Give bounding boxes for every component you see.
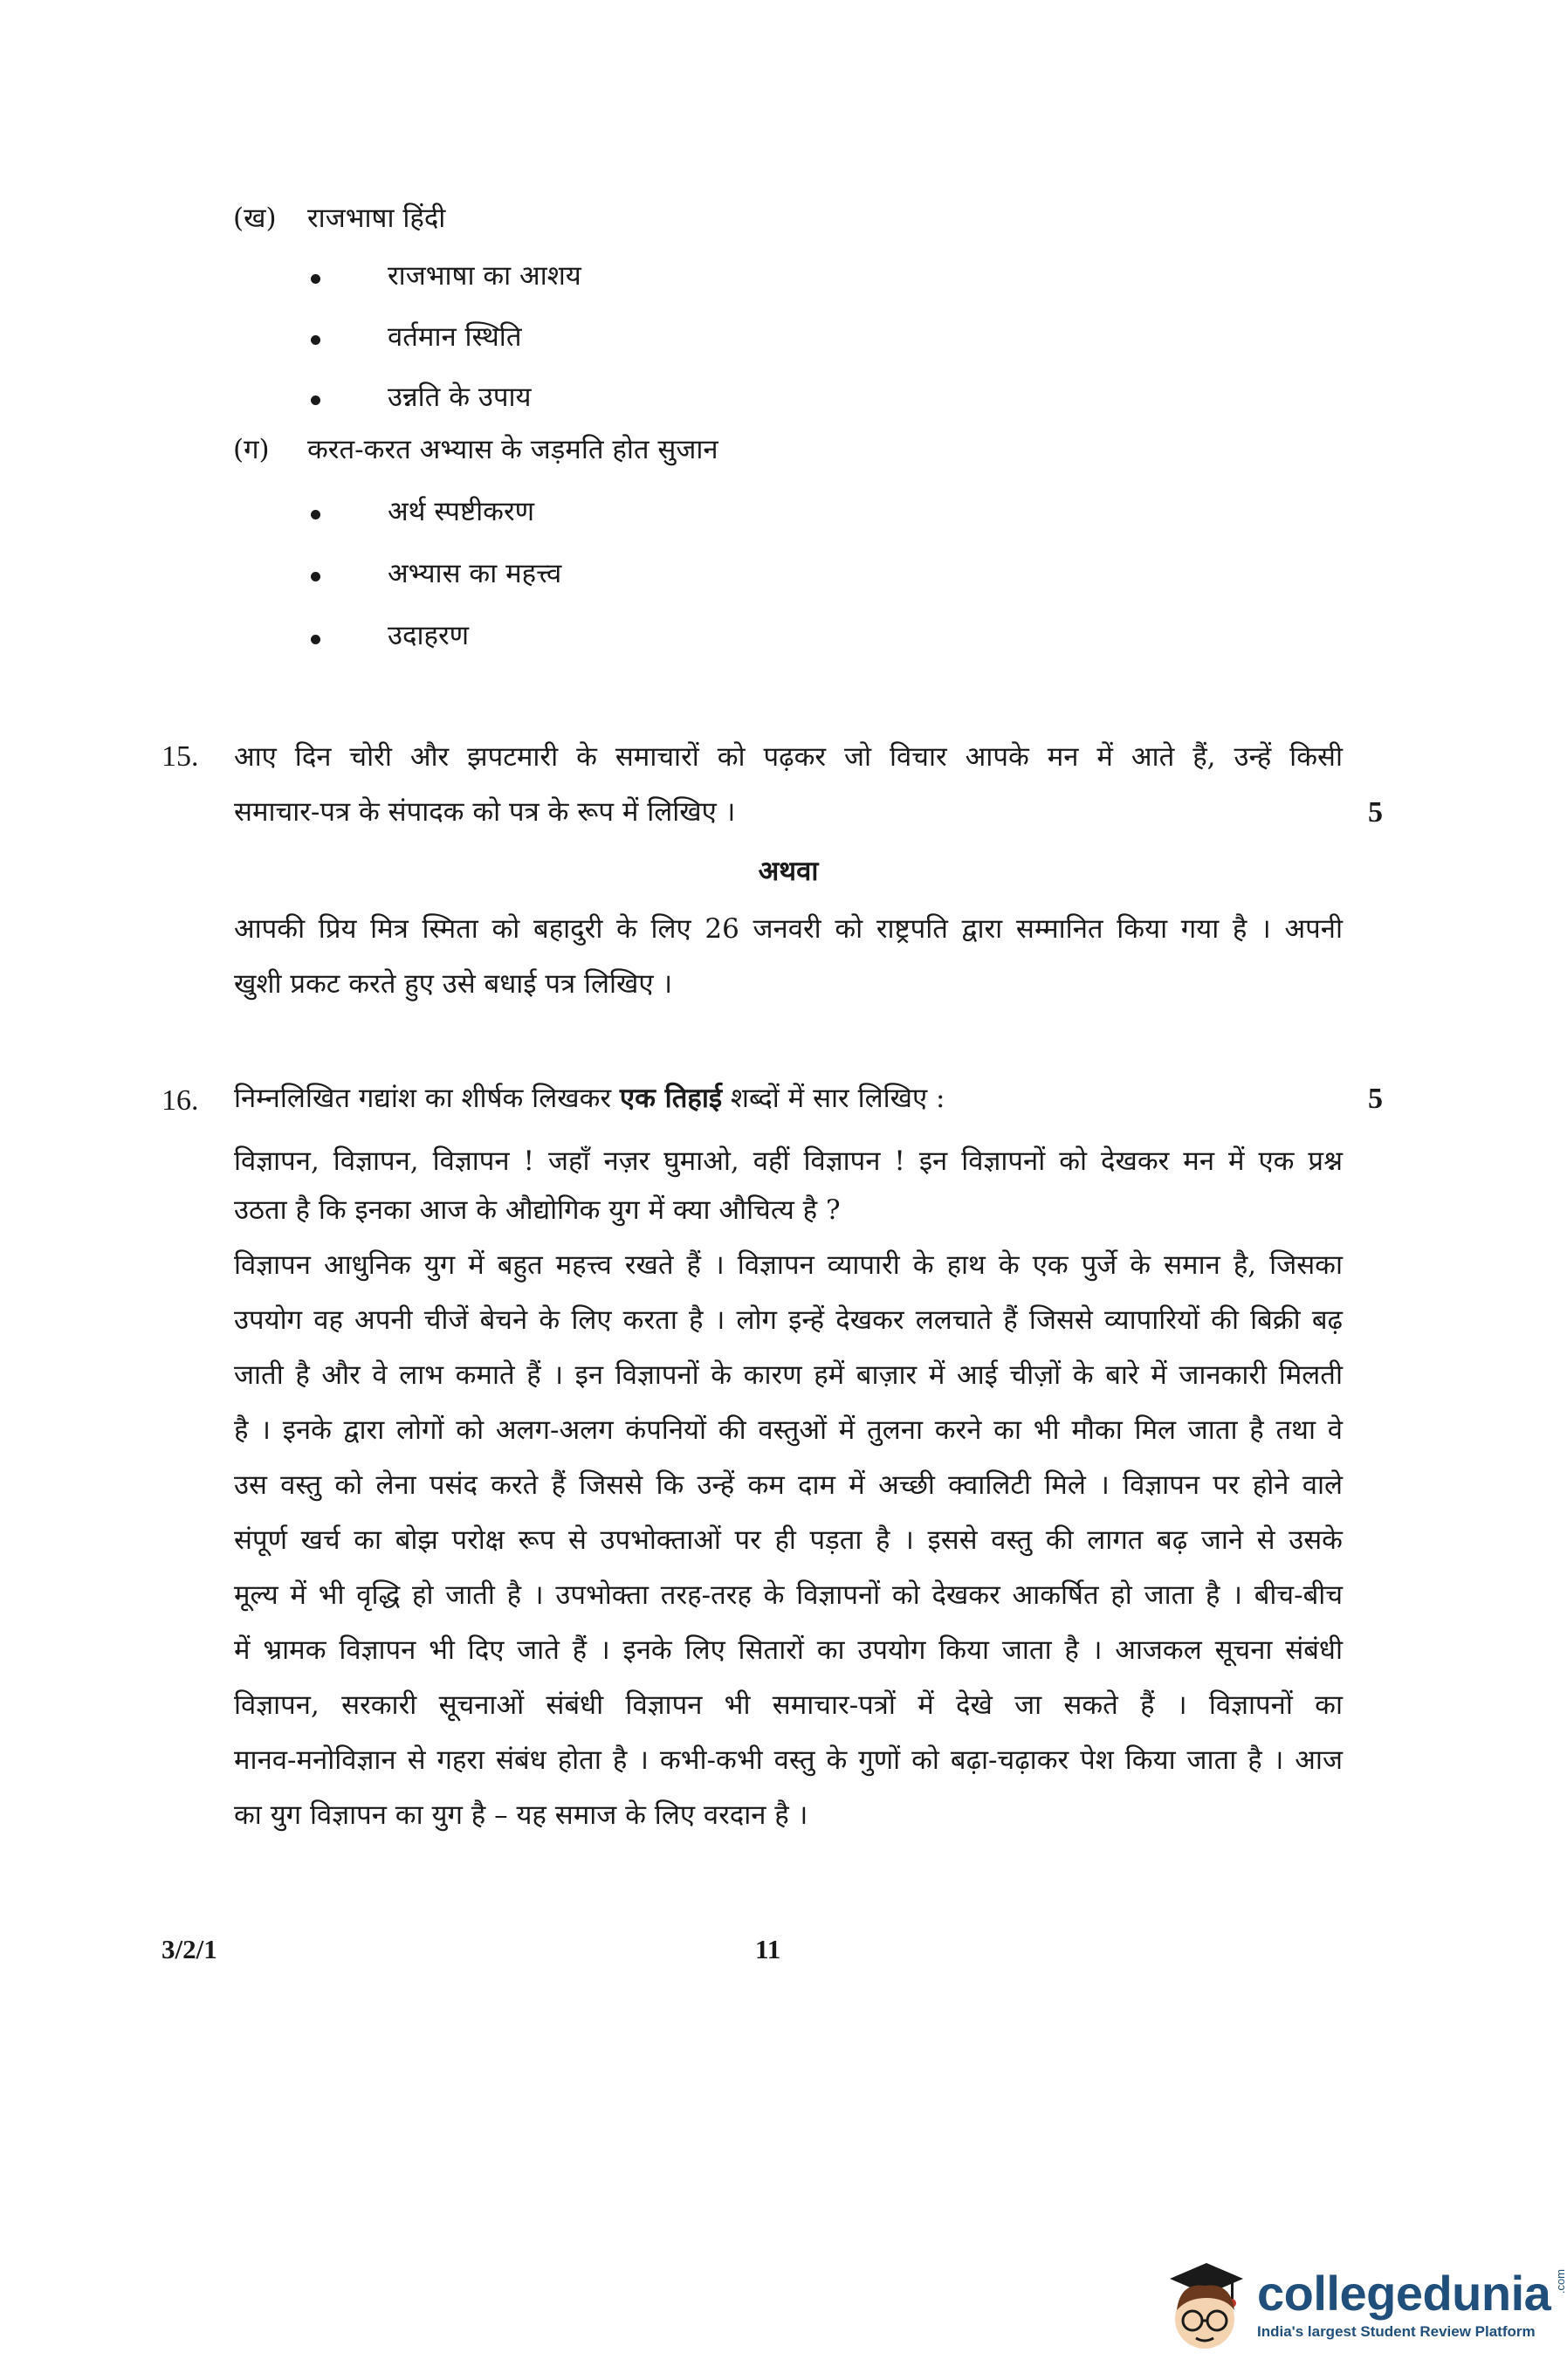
question-15-line-2: समाचार-पत्र के संपादक को पत्र के रूप में लिखिए । [234,796,736,828]
question-16-prompt [234,1083,945,1115]
section-kh-bullet-2: वर्तमान स्थिति [388,321,522,353]
logo-com-text: .com [1554,2269,1567,2294]
passage-line: संपूर्ण खर्च का बोझ परोक्ष रूप से उपभोक्ताओं पर ही पड़ता है । इससे वस्तु की लागत बढ़ जाने से उसके [234,1524,1343,1556]
paper-code: 3/2/1 [162,1934,217,1964]
question-15-marks: 5 [1368,796,1383,829]
section-kh-label: (ख) [233,203,277,234]
passage-line: जाती है और वे लाभ कमाते हैं । इन विज्ञापनों के कारण हमें बाज़ार में आई चीज़ों के बारे में जानकारी मिलती [234,1359,1343,1391]
section-ga-bullet-2: अभ्यास का महत्त्व [388,558,562,589]
question-15-number: 15. [162,740,199,773]
or-label: अथवा [758,856,819,887]
passage-line: का युग विज्ञापन का युग है – यह समाज के लिए वरदान है । [234,1799,808,1831]
question-15-line-1: आए दिन चोरी और झपटमारी के समाचारों को पढ़कर जो विचार आपके मन में आते हैं, उन्हें किसी [234,741,1343,773]
bullet-icon [311,635,320,644]
mascot-icon [1152,2253,1257,2357]
bullet-icon [311,396,320,405]
question-15-alt-line-2: खुशी प्रकट करते हुए उसे बधाई पत्र लिखिए । [234,968,673,1000]
passage-line: उस वस्तु को लेना पसंद करते हैं जिससे कि उन्हें कम दाम में अच्छी क्वालिटी मिले । विज्ञापन पर होने वाले [234,1469,1343,1501]
question-15-alternative [234,902,1343,1012]
passage-line: विज्ञापन, सरकारी सूचनाओं संबंधी विज्ञापन भी समाचार-पत्रों में देखे जा सकते हैं । विज्ञापनों का [234,1689,1343,1721]
passage-line: में भ्रामक विज्ञापन भी दिए जाते हैं । इनके लिए सितारों का उपयोग किया जाता है । आजकल सूचना संबंधी [234,1634,1343,1666]
question-16-number: 16. [162,1084,199,1117]
prompt-emphasis: एक तिहाई [619,1083,723,1114]
passage-intro [234,1137,1343,1235]
passage-line: मानव-मनोविज्ञान से गहरा संबंध होता है । कभी-कभी वस्तु के गुणों को बढ़ा-चढ़ाकर पेश किया जाता है । आज [234,1744,1343,1776]
page-number: 11 [755,1934,781,1964]
bullet-icon [311,572,320,581]
question-15-alt-line-1: आपकी प्रिय मित्र स्मिता को बहादुरी के लिए 26 जनवरी को राष्ट्रपति द्वारा सम्मानित किया गया है । अपनी [234,913,1343,945]
question-15-text [234,730,1343,840]
prompt-text-end: शब्दों में सार लिखिए : [722,1083,945,1114]
passage-intro-line-1: विज्ञापन, विज्ञापन, विज्ञापन ! जहाँ नज़र घुमाओ, वहीं विज्ञापन ! इन विज्ञापनों को देखकर मन में एक प्रश्न [234,1145,1343,1177]
bullet-icon [311,335,320,345]
section-ga-title: करत-करत अभ्यास के जड़मति होत सुजान [307,434,718,465]
passage-line: मूल्य में भी वृद्धि हो जाती है । उपभोक्ता तरह-तरह के विज्ञापनों को देखकर आकर्षित हो जाता है । बीच-बीच [234,1579,1343,1611]
passage-line: उपयोग वह अपनी चीजें बेचने के लिए करता है । लोग इन्हें देखकर ललचाते हैं जिससे व्यापारियों की बिक्री बढ़ [234,1304,1343,1336]
passage-intro-line-2: उठता है कि इनका आज के औद्योगिक युग में क्या औचित्य है ? [234,1194,841,1226]
section-ga-bullet-1: अर्थ स्पष्टीकरण [388,496,535,527]
passage-line: है । इनके द्वारा लोगों को अलग-अलग कंपनियों की वस्तुओं में तुलना करने का भी मौका मिल जाता है तथा वे [234,1414,1343,1446]
logo-brand-text: collegedunia [1257,2266,1551,2321]
logo-tagline: India's largest Student Review Platform [1257,2323,1536,2340]
section-ga-bullet-3: उदाहरण [388,620,470,651]
section-ga-label: (ग) [233,434,270,465]
section-kh-title: राजभाषा हिंदी [307,203,446,234]
passage-line: विज्ञापन आधुनिक युग में बहुत महत्त्व रखते हैं । विज्ञापन व्यापारी के हाथ के एक पुर्जे के समान है, जिसका [234,1249,1343,1281]
passage-body [234,1238,1343,1843]
section-kh-bullet-1: राजभाषा का आशय [388,260,581,292]
question-16-marks: 5 [1368,1083,1383,1115]
bullet-icon [311,510,320,519]
section-kh-bullet-3: उन्नति के उपाय [388,382,532,413]
bullet-icon [311,274,320,284]
collegedunia-logo [1152,2253,1567,2357]
prompt-text: निम्नलिखित गद्यांश का शीर्षक लिखकर [234,1083,620,1114]
